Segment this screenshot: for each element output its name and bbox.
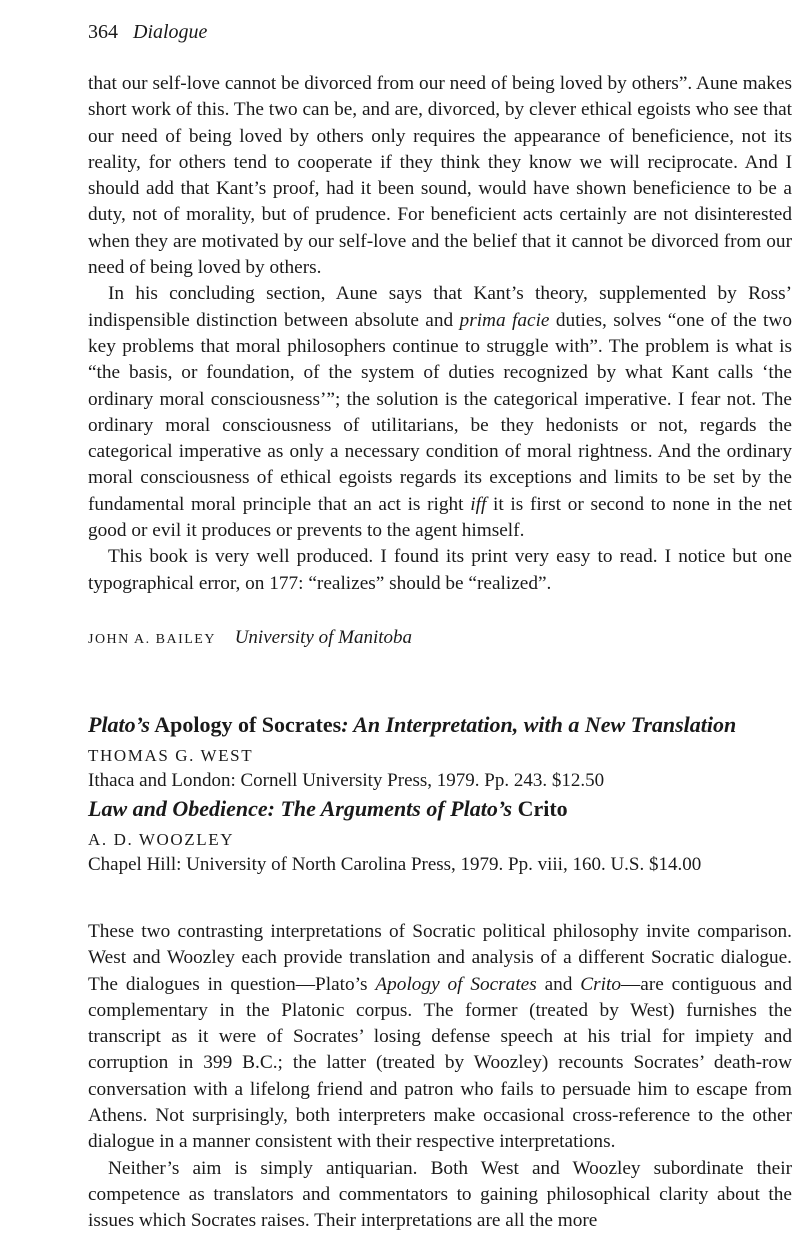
text-run-italic: Law and Obedience: The Arguments of Plato’s bbox=[88, 796, 513, 821]
paragraph: Neither’s aim is simply antiquarian. Both West and Woozley subordinate their competence as translators and commentators to gaining philosophical clarity about the issues which Socrates raises. Their interpretations are all the more bbox=[88, 1157, 792, 1232]
text-run-italic: iff bbox=[470, 493, 487, 515]
reviewer-institution: University of Manitoba bbox=[234, 627, 413, 648]
reviewer-name: JOHN A. BAILEY bbox=[88, 632, 216, 647]
review-bailey-body bbox=[88, 71, 792, 597]
reviewer-signature bbox=[88, 625, 412, 653]
review-west-woozley-body bbox=[88, 919, 792, 1235]
journal-title: Dialogue bbox=[133, 21, 208, 43]
text-run: Crito bbox=[512, 796, 568, 821]
text-run: and bbox=[536, 973, 581, 995]
text-run-italic: Plato’s bbox=[88, 712, 150, 737]
text-run-italic: Crito bbox=[580, 973, 622, 995]
book-headings bbox=[88, 710, 792, 878]
book-author: THOMAS G. WEST bbox=[88, 746, 254, 765]
book-publisher: Chapel Hill: University of North Carolina Press, 1979. Pp. viii, 160. U.S. $14.00 bbox=[88, 854, 702, 875]
text-run: duties, solves “one of the two key problems that moral philosophers continue to struggle with”. The problem is what is “the basis, or foundation, of the system of duties recognized by what Kant calls ‘the ordinary moral consciousness’”; the solution is the categorical imperative. I fear not. The ordinary moral consciousness of utilitarians, be they hedonists or not, regards the categorical imperative as only a necessary condition of moral rightness. And the ordinary moral consciousness of ethical egoists regards its exceptions and limits to be set by the fundamental moral principle that an act is right bbox=[88, 309, 792, 515]
text-run-italic: Apology of Socrates bbox=[375, 973, 537, 995]
page-number: 364 bbox=[88, 21, 118, 43]
paragraph: that our self-love cannot be divorced from our need of being loved by others”. Aune makes short work of this. The two can be, and are, divorced, by clever ethical egoists who see that our need of being loved by others only requires the appearance of beneficience, not its reality, for others tend to cooperate if they think they know we will reciprocate. And I should add that Kant’s proof, had it been sound, would have shown beneficience to be a duty, not of morality, but of prudence. For beneficient acts certainly are not disinterested when they are motivated by our self-love and the belief that it cannot be divorced from our need of being loved by others. bbox=[88, 73, 792, 279]
book-title bbox=[88, 710, 792, 740]
book-author: A. D. WOOZLEY bbox=[88, 830, 235, 849]
running-head bbox=[88, 18, 207, 46]
text-run-italic: prima facie bbox=[459, 309, 550, 331]
paragraph: This book is very well produced. I found its print very easy to read. I notice but one typographical error, on 177: “realizes” should be “realized”. bbox=[88, 546, 792, 594]
text-run: it is first or second to none in the net good or evil it produces or prevents to the agent himself. bbox=[88, 493, 793, 542]
text-run: Apology of Socrates bbox=[149, 712, 342, 737]
text-run: —are contiguous and complementary in the Platonic corpus. The former (treated by West) furnishes the transcript as it were of Socrates’ losing defense speech at his trial for impiety and corruption in 399 B.C.; the latter (treated by Woozley) recounts Socrates’ death-row conversation with a lifelong friend and patron who fails to persuade him to escape from Athens. Not surprisingly, both interpreters make occasional cross-reference to the other dialogue in a manner consistent with their respective interpretations. bbox=[88, 973, 792, 1153]
book-title bbox=[88, 794, 792, 824]
text-run: These two contrasting interpretations of Socratic political philosophy invite comparison. West and Woozley each provide translation and analysis of a different Socratic dialogue. The dialogues in question—Plato’s bbox=[88, 921, 792, 995]
paragraph bbox=[88, 919, 792, 1156]
paragraph bbox=[88, 281, 792, 544]
text-run-italic: : An Interpretation, with a New Translation bbox=[341, 712, 737, 737]
text-run: In his concluding section, Aune says that Kant’s theory, supplemented by Ross’ indispensible distinction between absolute and bbox=[88, 283, 792, 331]
book-publisher: Ithaca and London: Cornell University Press, 1979. Pp. 243. $12.50 bbox=[88, 770, 605, 791]
